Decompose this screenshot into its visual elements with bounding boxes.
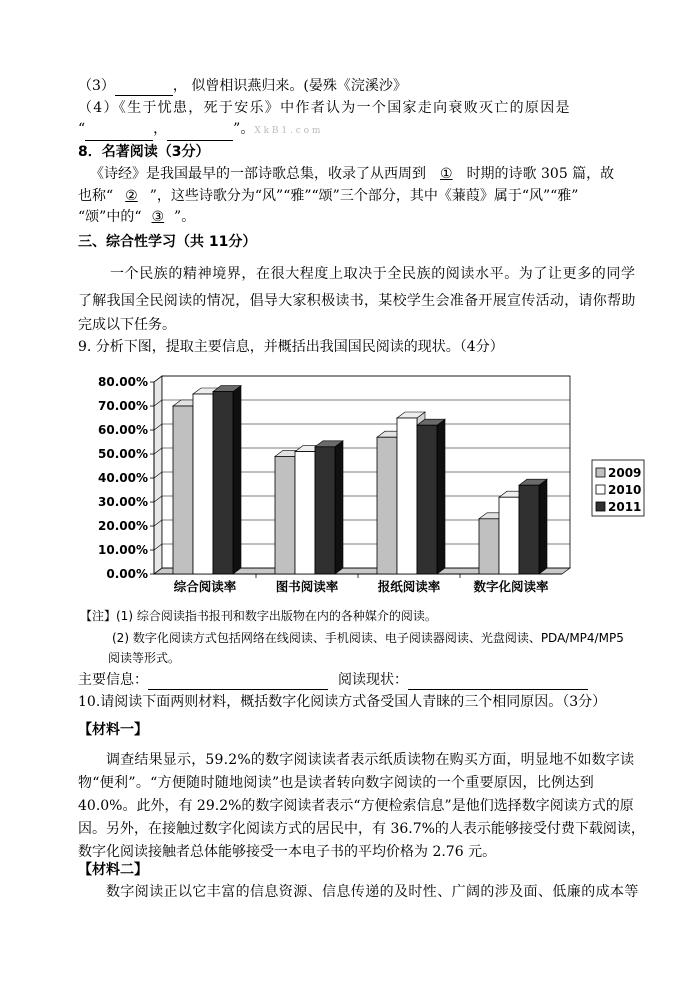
y-tick-label: 40.00% (98, 471, 148, 485)
legend-swatch (596, 502, 605, 511)
x-category-label: 综合阅读率 (173, 579, 237, 594)
text: ”。 (174, 209, 196, 225)
y-tick-label: 10.00% (98, 543, 148, 557)
answer-blank[interactable] (115, 79, 173, 96)
bar-2011-0 (213, 392, 233, 574)
quote-open: “ (78, 121, 86, 137)
q8-line3 (78, 207, 195, 227)
material1-line2: 物“便利”。“方便随时随地阅读”也是读者转向数字阅读的一个重要原因，比例达到 (78, 775, 595, 791)
bar-2010-0 (193, 394, 213, 574)
text: 也称“ (78, 188, 114, 204)
legend-swatch (596, 485, 605, 494)
section-title: 三、综合性学习（共 11分） (78, 234, 257, 250)
y-tick-label: 60.00% (98, 423, 148, 437)
answer-blank[interactable] (85, 124, 153, 141)
y-tick-label: 50.00% (98, 447, 148, 461)
material2-title: 【材料二】 (78, 862, 148, 878)
status-label: 阅读现状： (338, 672, 408, 688)
bar-2009-3 (479, 519, 499, 574)
bar-2010-3 (499, 497, 519, 574)
legend-label: 2010 (608, 483, 642, 497)
y-tick-label: 20.00% (98, 519, 148, 533)
q8-line1 (90, 164, 614, 184)
x-category-label: 数字化阅读率 (473, 579, 549, 594)
y-tick-label: 0.00% (106, 567, 148, 581)
q9-prompt: 9. 分析下图，提取主要信息，并概括出我国国民阅读的现状。（4分） (78, 339, 504, 355)
answer-blank[interactable] (167, 124, 233, 141)
material2-line1: 数字阅读正以它丰富的信息资源、信息传递的及时性、广阔的涉及面、低廉的成本等 (106, 884, 639, 900)
bar-2010-2 (397, 418, 417, 574)
blank-3[interactable]: ③ (151, 209, 165, 225)
material1-line5: 数字化阅读接触者总体能够接受一本电子书的平均价格为 2.76 元。 (78, 844, 497, 860)
q7-item3 (78, 76, 407, 96)
y-tick-label: 80.00% (98, 375, 148, 389)
item-number: （3） (78, 78, 115, 94)
bar-2011-3 (519, 485, 539, 574)
q10-prompt: 10.请阅读下面两则材料，概括数字化阅读方式备受国人青睐的三个相同原因。（3分） (78, 694, 607, 710)
intro-line3: 完成以下任务。 (78, 317, 176, 333)
note-3: 阅读等形式。 (108, 651, 181, 665)
bar-side (437, 419, 445, 574)
answer-line-info (78, 670, 328, 690)
text: “颂”中的“ (78, 209, 142, 225)
x-category-label: 报纸阅读率 (377, 579, 441, 594)
watermark: X k B 1 . c o m (254, 126, 321, 136)
note-1: 【注】(1) 综合阅读指书报刊和数字出版物在内的各种媒介的阅读。 (80, 609, 437, 623)
bar-2009-0 (173, 406, 193, 574)
blank-2[interactable]: ② (125, 188, 138, 204)
q8-title: 8．名著阅读（3分） (78, 144, 210, 160)
bar-side (539, 479, 547, 574)
main-info-label: 主要信息： (78, 672, 148, 688)
bar-2009-2 (377, 437, 397, 574)
q7-item4: （4）《生于忧患，死于安乐》中作者认为一个国家走向衰败灭亡的原因是 (78, 100, 571, 116)
text: 时期的诗歌 305 篇，故 (466, 166, 615, 182)
y-tick-label: 70.00% (98, 399, 148, 413)
main-info-blank[interactable] (148, 673, 328, 690)
bar-2011-2 (417, 425, 437, 574)
legend-swatch (596, 468, 605, 477)
answer-line-status (338, 670, 588, 690)
bar-2010-1 (295, 452, 315, 574)
y-tick-label: 30.00% (98, 495, 148, 509)
material1-line1: 调查结果显示，59.2%的数字阅读读者表示纸质读物在购买方面，明显地不如数字读 (106, 752, 635, 768)
intro-line1: 一个民族的精神境界，在很大程度上取决于全民族的阅读水平。为了让更多的同学 (110, 266, 636, 282)
legend-label: 2011 (608, 500, 642, 514)
bar-side (335, 441, 343, 574)
poem-line: ， 似曾相识燕归来。(晏殊《浣溪沙》 (172, 78, 407, 94)
intro-line2: 了解我国全民阅读的情况，倡导大家积极读书，某校学生会准备开展宣传活动，请你帮助 (78, 293, 636, 309)
blank-1[interactable]: ① (440, 166, 453, 182)
material1-line4: 因。另外，在接触过数字化阅读方式的居民中，有 36.7%的人表示能够接受付费下载阅读， (78, 821, 645, 837)
status-blank[interactable] (408, 673, 588, 690)
separator: ， (153, 121, 168, 137)
text: ”，这些诗歌分为“风”“雅”“颂”三个部分，其中《蒹葭》属于“风”“雅” (149, 188, 579, 204)
material1-title: 【材料一】 (78, 722, 148, 738)
reading-rate-chart (92, 362, 642, 602)
note-2: (2) 数字化阅读方式包括网络在线阅读、手机阅读、电子阅读器阅读、光盘阅读、PDA/MP4/MP5 (112, 631, 624, 645)
bar-2011-1 (315, 447, 335, 574)
bar-2009-1 (275, 456, 295, 574)
text: 《诗经》是我国最早的一部诗歌总集，收录了从西周到 (90, 166, 426, 182)
quote-close: ”。 (233, 121, 255, 137)
bar-side (233, 386, 241, 574)
q7-item4-answer (78, 119, 320, 141)
legend-label: 2009 (608, 466, 642, 480)
x-category-label: 图书阅读率 (275, 579, 339, 594)
q8-line2 (78, 186, 578, 206)
material1-line3: 40.0%。此外，有 29.2%的数字阅读者表示“方便检索信息”是他们选择数字阅读方式的原 (78, 798, 634, 814)
